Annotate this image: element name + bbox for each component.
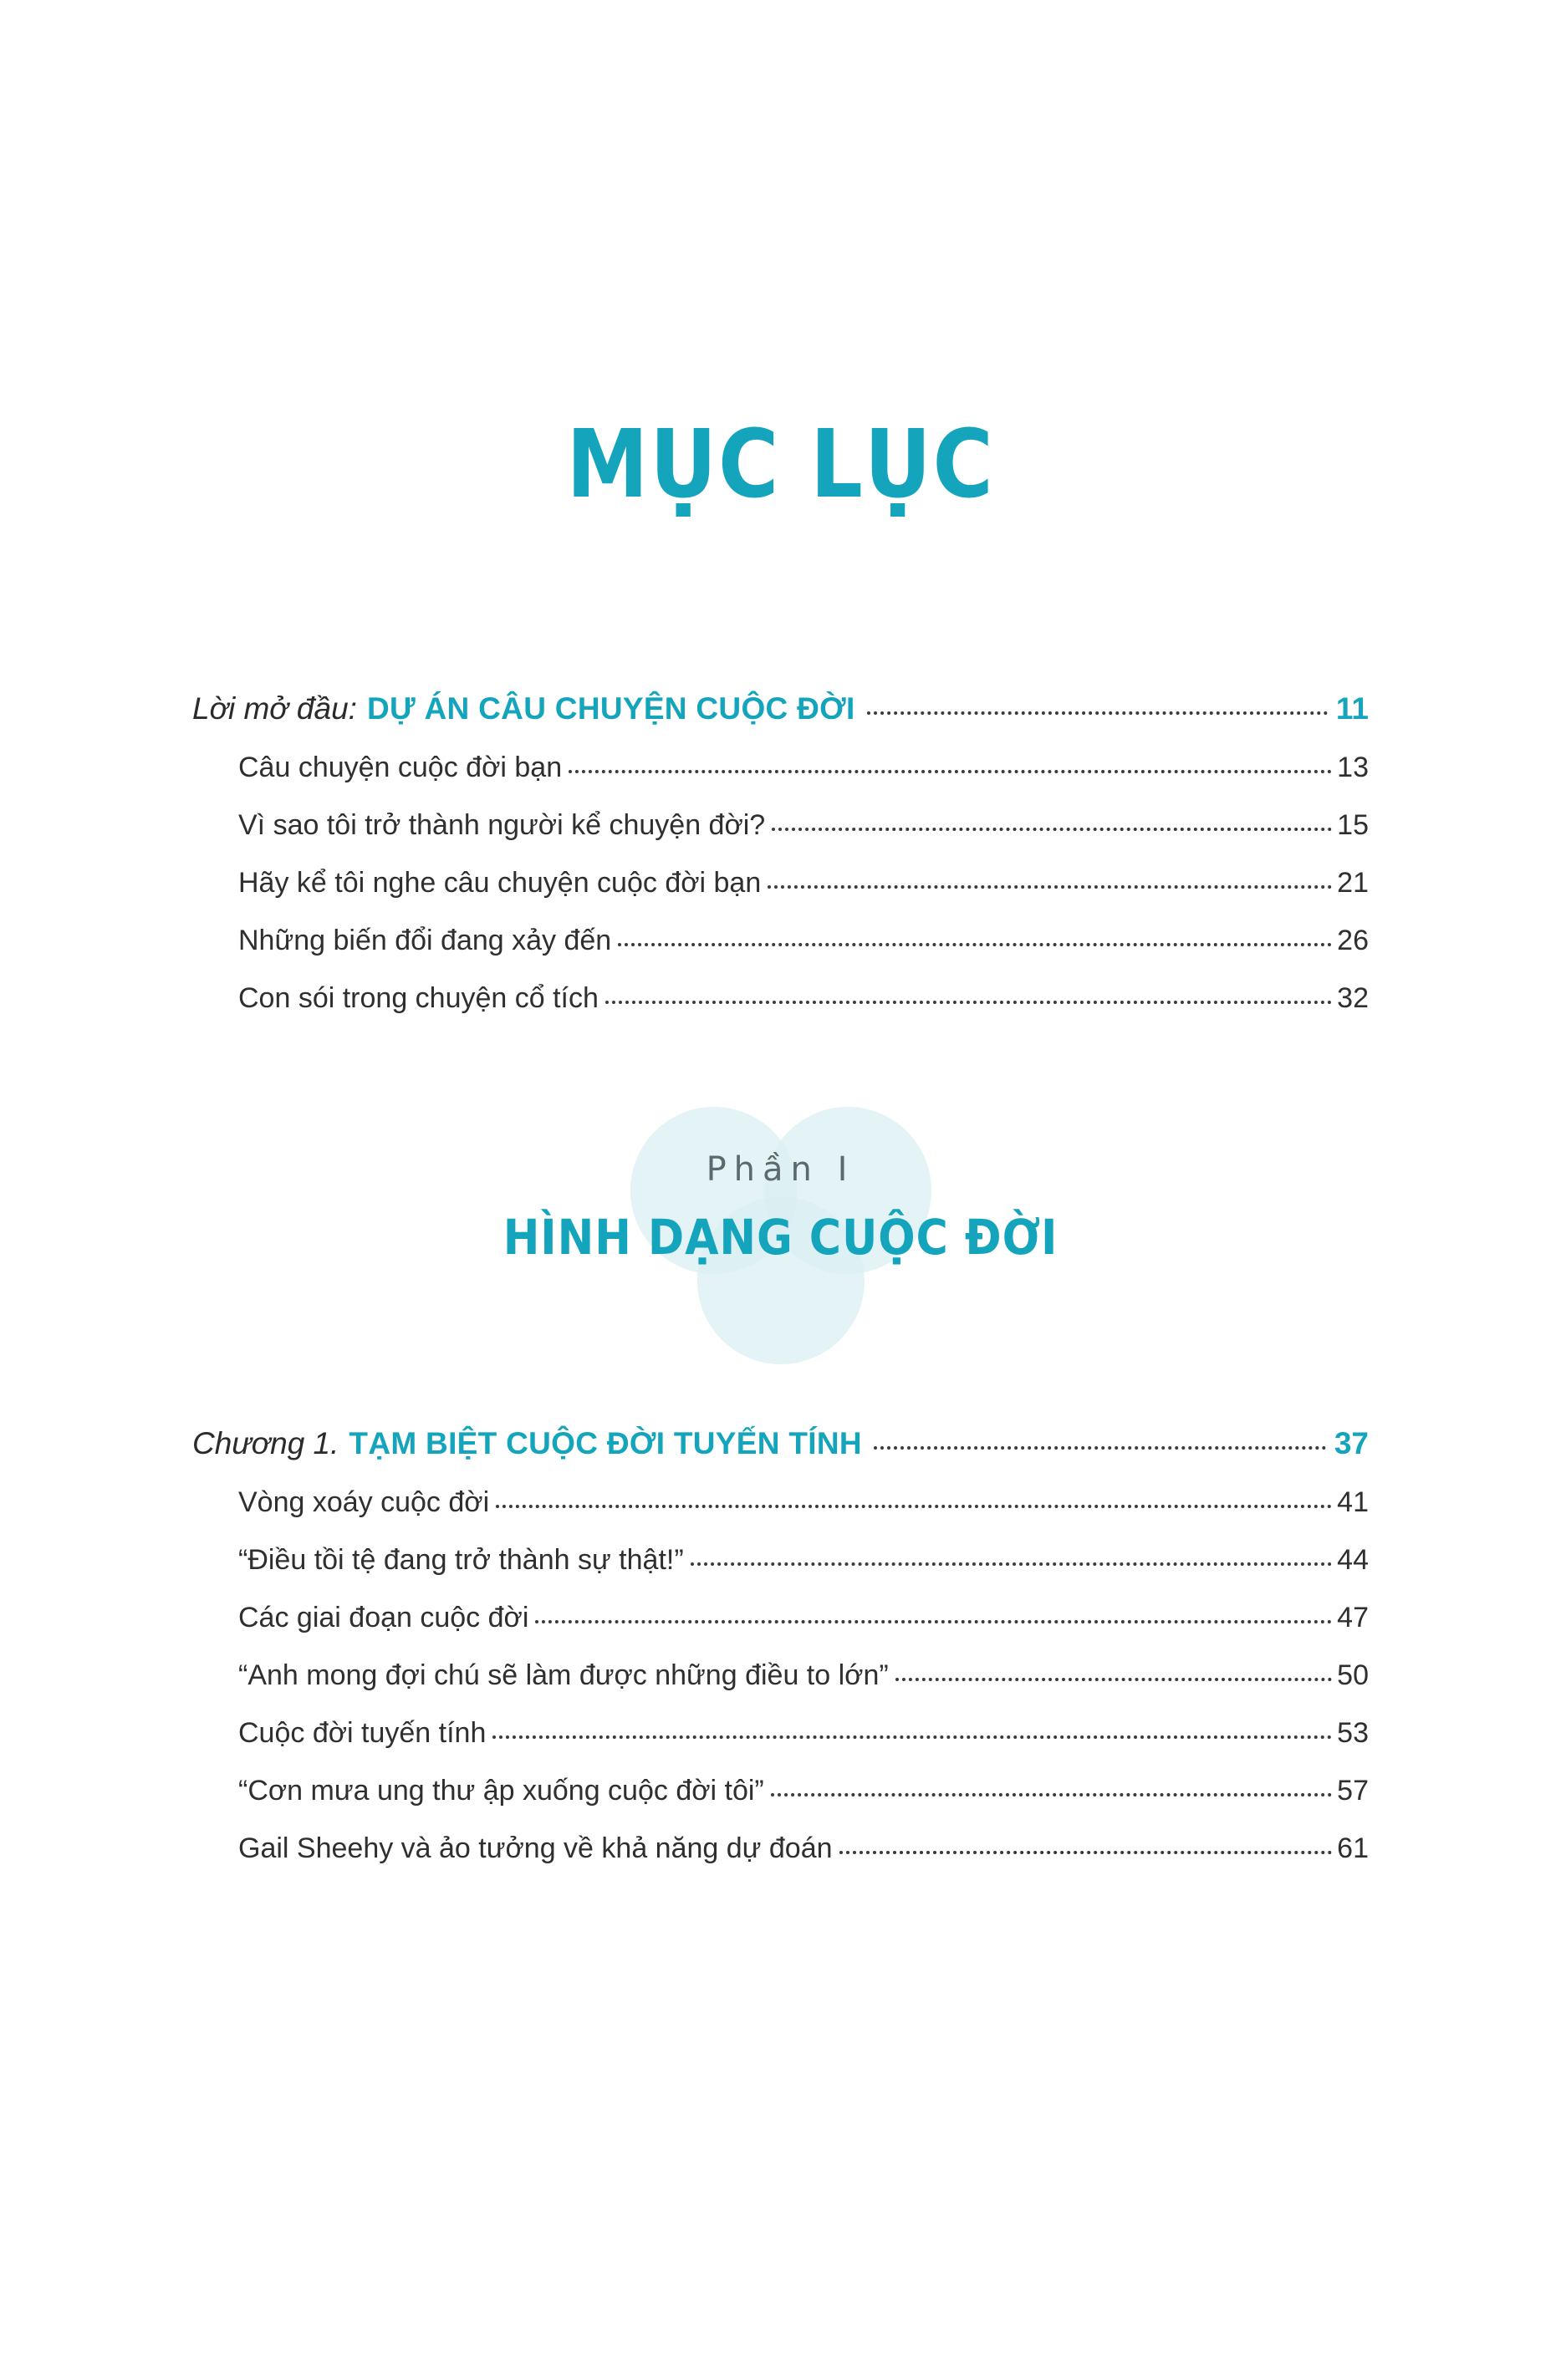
part-label: Phần I [706, 1150, 855, 1189]
entry-page-number: 13 [1337, 752, 1369, 783]
entry-page-number: 50 [1337, 1659, 1369, 1691]
entry-label: “Anh mong đợi chú sẽ làm được những điều to lớn” [238, 1659, 889, 1691]
entry-page-number: 47 [1337, 1602, 1369, 1633]
leader-dots [874, 1446, 1326, 1450]
leader-dots [772, 828, 1332, 831]
entry-label: “Cơn mưa ung thư ập xuống cuộc đời tôi” [238, 1775, 764, 1807]
leader-dots [771, 1793, 1332, 1796]
list-item[interactable] [192, 925, 1369, 957]
entry-page-number: 41 [1337, 1486, 1369, 1518]
entry-label: Vòng xoáy cuộc đời [238, 1486, 490, 1518]
list-item[interactable] [192, 867, 1369, 900]
leader-dots [768, 885, 1332, 889]
leader-dots [535, 1620, 1332, 1623]
preface-section [192, 691, 1369, 1015]
leader-dots [839, 1851, 1333, 1854]
list-item[interactable] [192, 1602, 1369, 1634]
part-divider [192, 1107, 1369, 1366]
chapter1-title: TẠM BIỆT CUỘC ĐỜI TUYẾN TÍNH [349, 1426, 862, 1460]
list-item[interactable] [192, 1775, 1369, 1807]
list-item[interactable] [192, 982, 1369, 1015]
entry-label: Hãy kể tôi nghe câu chuyện cuộc đời bạn [238, 867, 762, 899]
preface-prefix: Lời mở đầu: [192, 691, 357, 726]
leader-dots [895, 1678, 1332, 1681]
entry-label: Những biến đổi đang xảy đến [238, 925, 612, 956]
entry-page-number: 21 [1337, 867, 1369, 899]
preface-page-number: 11 [1335, 691, 1369, 726]
entry-label: “Điều tồi tệ đang trở thành sự thật!” [238, 1544, 684, 1576]
leader-dots [605, 1001, 1332, 1004]
list-item[interactable] [192, 809, 1369, 842]
entry-page-number: 53 [1337, 1717, 1369, 1749]
leader-dots [569, 770, 1332, 773]
leader-dots [496, 1505, 1332, 1508]
entry-page-number: 26 [1337, 925, 1369, 956]
entry-label: Câu chuyện cuộc đời bạn [238, 752, 563, 783]
entry-label: Con sói trong chuyện cổ tích [238, 982, 599, 1014]
list-item[interactable] [192, 1659, 1369, 1692]
list-item[interactable] [192, 1717, 1369, 1750]
leader-dots [867, 711, 1328, 715]
entry-label: Vì sao tôi trở thành người kể chuyện đời? [238, 809, 766, 841]
preface-title: DỰ ÁN CÂU CHUYỆN CUỘC ĐỜI [366, 691, 855, 726]
entry-page-number: 32 [1337, 982, 1369, 1014]
list-item[interactable] [192, 1486, 1369, 1519]
leader-dots [618, 943, 1332, 946]
entry-label: Cuộc đời tuyến tính [238, 1717, 487, 1749]
page-title: MỤC LỤC [566, 410, 995, 519]
chapter1-page-number: 37 [1334, 1426, 1369, 1460]
entry-page-number: 57 [1337, 1775, 1369, 1807]
entry-label: Các giai đoạn cuộc đời [238, 1602, 529, 1633]
list-item[interactable] [192, 752, 1369, 784]
list-item[interactable] [192, 1832, 1369, 1865]
preface-heading-row[interactable] [192, 691, 1369, 726]
entry-label: Gail Sheehy và ảo tưởng về khả năng dự đoán [238, 1832, 833, 1864]
leader-dots [691, 1562, 1333, 1566]
list-item[interactable] [192, 1544, 1369, 1577]
chapter1-section [192, 1426, 1369, 1865]
part-title: HÌNH DẠNG CUỘC ĐỜI [502, 1209, 1059, 1266]
entry-page-number: 15 [1337, 809, 1369, 841]
chapter1-heading-row[interactable] [192, 1426, 1369, 1461]
entry-page-number: 44 [1337, 1544, 1369, 1576]
leader-dots [492, 1735, 1332, 1739]
entry-page-number: 61 [1337, 1832, 1369, 1864]
chapter1-prefix: Chương 1. [192, 1426, 339, 1460]
